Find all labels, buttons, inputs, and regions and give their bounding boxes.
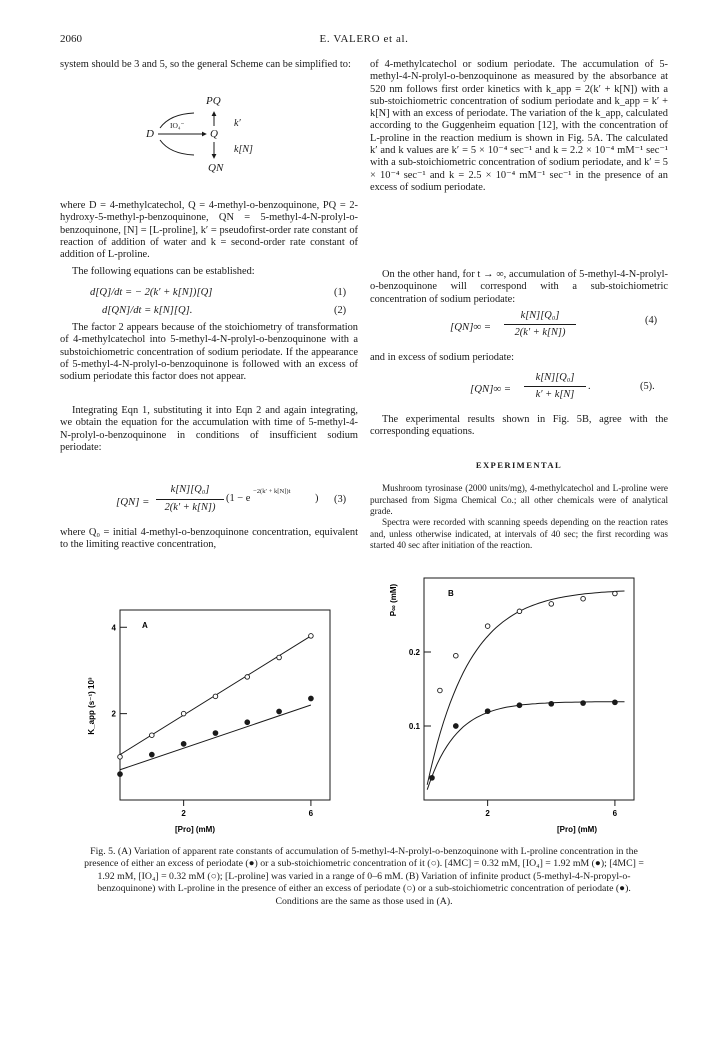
panel-a-xtick-label: 6	[308, 809, 314, 818]
panel-a-data-point	[277, 655, 282, 660]
panel-b-fit-curve	[427, 591, 624, 785]
panel-a-data-point	[118, 755, 123, 760]
panel-b-data-point	[485, 624, 490, 629]
scheme-d: D	[146, 128, 154, 140]
panel-a-data-point	[309, 696, 314, 701]
panel-b-data-point	[549, 701, 554, 706]
panel-a-frame	[120, 610, 330, 800]
panel-b-xtick-label: 6	[612, 809, 618, 818]
right-paragraph-spectra: Spectra were recorded with scanning speeds depending on the reaction rates and, unless otherwise indicated, at intervals of 40 sec; the first recording was started 40 sec after initiation of the reaction.	[370, 517, 668, 551]
equation-2-number: (2)	[334, 305, 347, 316]
panel-a-data-point	[277, 709, 282, 714]
scheme-kn: k[N]	[234, 144, 253, 155]
right-paragraph-excess: and in excess of sodium periodate:	[370, 352, 514, 363]
panel-a-ytick-label: 4	[111, 623, 116, 633]
panel-a-letter: A	[142, 621, 148, 630]
panel-b-data-point	[517, 703, 522, 708]
panel-a-data-point	[150, 733, 155, 738]
left-paragraph-q0: where Q₀ = initial 4-methyl-o-benzoquinone concentration, equivalent to the limiting reactive concentration,	[60, 527, 358, 551]
panel-b-data-point	[613, 591, 618, 596]
equation-5: [QN]∞ = k[N][Q₀] k′ + k[N] .	[470, 372, 591, 400]
panel-b-data-point	[581, 596, 586, 601]
panel-b-fit-curve	[427, 702, 624, 790]
section-heading-experimental: EXPERIMENTAL	[475, 460, 563, 470]
panel-b-data-point	[438, 688, 443, 693]
panel-a-ylabel: K_app (s⁻¹) 10³	[87, 677, 96, 735]
page-number: 2060	[60, 33, 82, 45]
scheme-k-prime: k′	[234, 118, 241, 129]
left-paragraph-intro: system should be 3 and 5, so the general Scheme can be simplified to:	[60, 59, 351, 70]
panel-a-data-point	[149, 752, 154, 757]
panel-b-data-point	[430, 775, 435, 780]
panel-b-xlabel: [Pro] (mM)	[557, 825, 597, 834]
panel-a-xlabel: [Pro] (mM)	[175, 825, 215, 834]
equation-1-number: (1)	[334, 287, 347, 298]
panel-b-data-point	[581, 701, 586, 706]
panel-b	[389, 578, 634, 834]
panel-b-data-point	[453, 724, 458, 729]
panel-b-ytick-label: 0.2	[408, 648, 420, 657]
equation-5-number: (5).	[640, 381, 655, 392]
scheme-periodate: IO₄⁻	[170, 121, 185, 130]
panel-a-data-point	[181, 711, 186, 716]
figure-caption: Fig. 5. (A) Variation of apparent rate constants of accumulation of 5-methyl-4-N-prolyl-o-benzoquinone with L-proline concentration in the presence of either an excess of periodate (●) or a sub-stoichiometric concentration of it (○). [4MC] = 0.32 mM, [IO₄] = 1.92 mM (●); [4MC] = 1.92 mM, [IO₄] = 0.32 mM (○); [L-proline] was varied in a range of 0–6 mM. (B) Variation of infinite product (5-methyl-4-N-propyl-o-benzoquinone) with L-proline in the presence of either an excess of periodate (○) or a sub-stoichiometric concentration of periodate (●). Conditions are the same as those used in (A).	[84, 846, 644, 907]
scheme-pq: PQ	[206, 95, 221, 107]
panel-a-data-point	[213, 731, 218, 736]
panel-a-data-point	[245, 720, 250, 725]
right-paragraph-infinity: On the other hand, for t → ∞, accumulation of 5-methyl-4-N-prolyl-o-benzoquinone will correspond with a sub-stoichiometric concentration of sodium periodate:	[370, 269, 668, 305]
panel-a-data-point	[118, 772, 123, 777]
equation-3-number: (3)	[334, 494, 347, 505]
panel-b-letter: B	[448, 589, 454, 598]
equation-3: [QN] = k[N][Q₀] 2(k′ + k[N]) (1 − e −2(k′ + k[N])t )	[116, 484, 319, 513]
panel-a-data-point	[181, 741, 186, 746]
panel-a-ytick-label: 2	[111, 709, 116, 719]
panel-a-data-point	[213, 694, 218, 699]
panel-b-ylabel: P∞ (mM)	[389, 583, 398, 617]
reaction-scheme	[130, 92, 290, 182]
panel-a-data-point	[309, 634, 314, 639]
scheme-q: Q	[210, 128, 218, 140]
left-paragraph-integrating: Integrating Eqn 1, substituting it into Eqn 2 and again integrating, we obtain the equation for the accumulation with time of 5-methyl-4-N-prolyl-o-benzoquinone in conditions of insufficient sodium periodate:	[60, 405, 358, 453]
panel-b-data-point	[485, 709, 490, 714]
panel-b-data-point	[454, 653, 459, 658]
panel-b-ytick-label: 0.1	[408, 722, 420, 731]
equation-4: [QN]∞ = k[N][Q₀] 2(k′ + k[N])	[450, 310, 600, 344]
equation-1: d[Q]/dt = − 2(k′ + k[N])[Q]	[90, 287, 213, 298]
scheme-qn: QN	[208, 162, 224, 174]
right-paragraph-results: The experimental results shown in Fig. 5B, agree with the corresponding equations.	[370, 414, 668, 438]
panel-b-data-point	[549, 602, 554, 607]
panel-a-data-point	[245, 675, 250, 680]
panel-b-xtick-label: 2	[485, 809, 490, 818]
panel-b-data-point	[613, 700, 618, 705]
right-paragraph-materials: Mushroom tyrosinase (2000 units/mg), 4-methylcatechol and L-proline were purchased from Sigma Chemical Co.; all other chemicals were of analytical grade.	[370, 483, 668, 517]
left-paragraph-equations-intro: The following equations can be established:	[72, 266, 255, 277]
equation-2: d[QN]/dt = k[N][Q].	[102, 305, 193, 316]
left-paragraph-factor: The factor 2 appears because of the stoichiometry of transformation of 4-methylcatechol into 5-methyl-4-N-prolyl-o-benzoquinone with a substoichiometric concentration of sodium periodate. If the appearance of 5-methyl-4-N-prolyl-o-benzoquinone is followed with an excess of sodium periodate this factor does not appear.	[60, 322, 358, 383]
right-paragraph-kinetics: of 4-methylcatechol or sodium periodate. The accumulation of 5-methyl-4-N-prolyl-o-benzoquinone as measured by the absorbance at 520 nm follows first order kinetics with k_app = 2(k′ + k[N]) with a sub-stoichiometric concentration of sodium periodate and k_app = k′ + k[N] with an excess of periodate. The variation of the k_app, calculated according to the Guggenheim equation [12], with the concentration of L-proline in the reaction medium is shown in Fig. 5A. The calculated k′ and k values are k′ = 5 × 10⁻⁴ sec⁻¹ and k = 2.2 × 10⁻⁴ mM⁻¹ sec⁻¹ with a sub-stoichiometric concentration of sodium periodate, and k′ = 5 × 10⁻⁴ sec⁻¹ and k = 2.5 × 10⁻⁴ mM⁻¹ sec⁻¹ in the presence of an excess of sodium periodate.	[370, 59, 668, 193]
running-title: E. VALERO et al.	[319, 33, 409, 45]
panel-a-xtick-label: 2	[181, 809, 186, 818]
equation-4-number: (4)	[645, 315, 658, 326]
panel-b-data-point	[517, 609, 522, 614]
panel-a	[87, 610, 330, 834]
left-paragraph-definitions: where D = 4-methylcatechol, Q = 4-methyl-o-benzoquinone, PQ = 2-hydroxy-5-methyl-p-benzoquinone, QN = 5-methyl-4-N-prolyl-o-benzoquinone, [N] = [L-proline], k′ = pseudofirst-order rate constant of reaction of addition of water and k = second-order rate constant of addition of L-proline.	[60, 200, 358, 261]
figure-5	[0, 570, 728, 840]
